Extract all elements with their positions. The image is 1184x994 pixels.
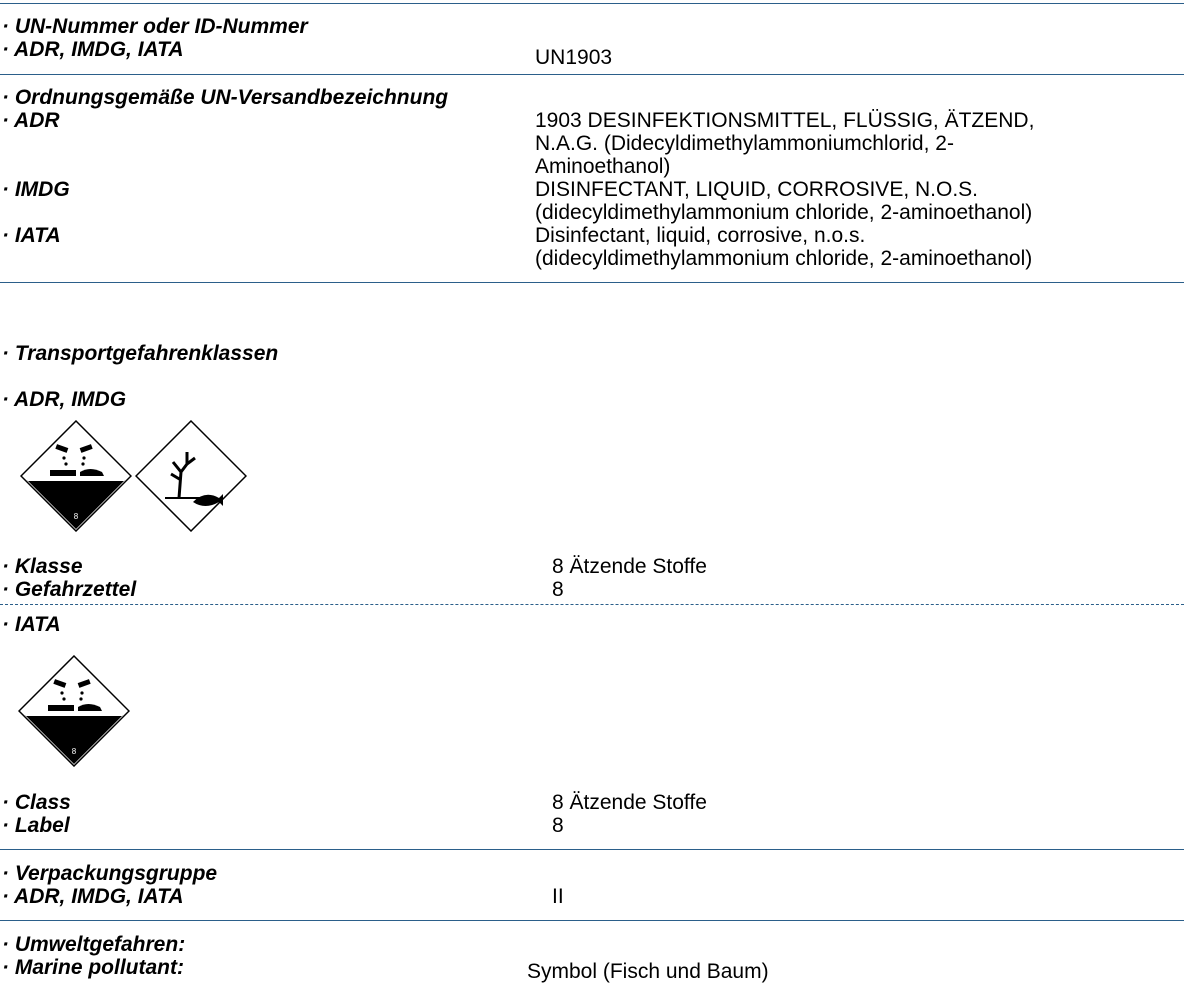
packing-group-label: · ADR, IMDG, IATA: [2, 885, 184, 908]
adr-imdg-heading: · ADR, IMDG: [2, 388, 127, 411]
shipping-name-adr-line-2: N.A.G. (Didecyldimethylammoniumchlorid, 2-: [535, 132, 954, 155]
shipping-name-imdg-line-2: (didecyldimethylammonium chloride, 2-aminoethanol): [535, 201, 1033, 224]
section-title-hazard-classes: · Transportgefahrenklassen: [2, 342, 279, 365]
label-label: · Label: [2, 814, 70, 837]
class-label: · Class: [2, 791, 71, 814]
environment-hazard-icon: [135, 420, 247, 532]
section-title-shipping-name: · Ordnungsgemäße UN-Versandbezeichnung: [2, 86, 449, 109]
iata-heading: · IATA: [2, 613, 61, 636]
svg-text:8: 8: [71, 747, 77, 756]
shipping-name-iata-label: · IATA: [2, 224, 61, 247]
shipping-name-iata-line-2: (didecyldimethylammonium chloride, 2-aminoethanol): [535, 247, 1033, 270]
svg-text:8: 8: [73, 512, 79, 521]
section-divider: [0, 849, 1184, 850]
shipping-name-adr-line-1: 1903 DESINFEKTIONSMITTEL, FLÜSSIG, ÄTZEND,: [535, 109, 1035, 132]
gefahrzettel-label: · Gefahrzettel: [2, 578, 137, 601]
class-value: 8 Ätzende Stoffe: [552, 791, 707, 814]
corrosive-icon: [20, 420, 132, 532]
un-number-label: · ADR, IMDG, IATA: [2, 38, 184, 61]
shipping-name-iata-line-1: Disinfectant, liquid, corrosive, n.o.s.: [535, 224, 866, 247]
label-value: 8: [552, 814, 564, 837]
un-number-value: UN1903: [535, 46, 613, 69]
marine-pollutant-label: · Marine pollutant:: [2, 956, 184, 979]
section-title-environmental-hazards: · Umweltgefahren:: [2, 933, 186, 956]
section-divider: [0, 920, 1184, 921]
section-divider-dashed: [0, 604, 1184, 605]
shipping-name-adr-label: · ADR: [2, 109, 60, 132]
klasse-label: · Klasse: [2, 555, 83, 578]
section-divider: [0, 3, 1184, 4]
section-title-un-number: · UN-Nummer oder ID-Nummer: [2, 15, 308, 38]
marine-pollutant-value: Symbol (Fisch und Baum): [527, 960, 769, 983]
gefahrzettel-value: 8: [552, 578, 564, 601]
section-title-packing-group: · Verpackungsgruppe: [2, 862, 218, 885]
section-divider: [0, 74, 1184, 75]
section-divider: [0, 282, 1184, 283]
shipping-name-adr-line-3: Aminoethanol): [535, 155, 671, 178]
shipping-name-imdg-line-1: DISINFECTANT, LIQUID, CORROSIVE, N.O.S.: [535, 178, 978, 201]
klasse-value: 8 Ätzende Stoffe: [552, 555, 707, 578]
corrosive-icon: [18, 655, 130, 767]
packing-group-value: II: [552, 885, 564, 908]
shipping-name-imdg-label: · IMDG: [2, 178, 70, 201]
